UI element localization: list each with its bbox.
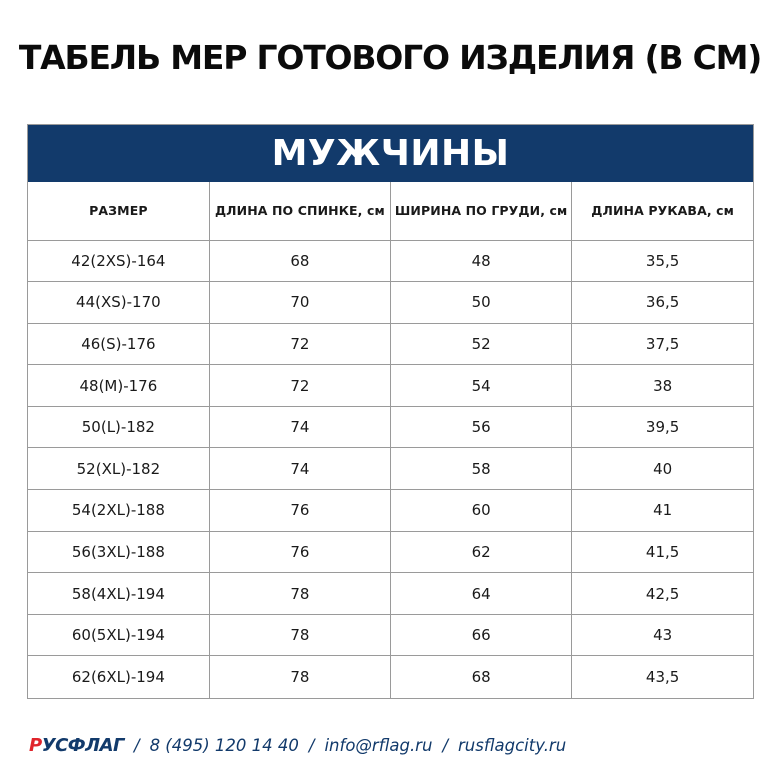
- table-body: [28, 240, 753, 698]
- cell-sleeve-length: 35,5: [572, 240, 753, 282]
- table-row: [28, 614, 753, 656]
- table-row: [28, 573, 753, 615]
- brand-logo: [29, 735, 124, 756]
- email-link[interactable]: info@rflag.ru: [324, 735, 433, 755]
- cell-size: 54(2XL)-188: [28, 490, 209, 532]
- cell-sleeve-length: 41: [572, 490, 753, 532]
- logo-text: УСФЛАГ: [41, 734, 124, 756]
- separator: /: [134, 735, 140, 755]
- cell-chest-width: 48: [391, 240, 572, 282]
- cell-sleeve-length: 40: [572, 448, 753, 490]
- cell-back-length: 70: [209, 282, 390, 324]
- cell-back-length: 78: [209, 573, 390, 615]
- cell-sleeve-length: 42,5: [572, 573, 753, 615]
- cell-chest-width: 54: [391, 365, 572, 407]
- cell-chest-width: 66: [391, 614, 572, 656]
- cell-back-length: 72: [209, 365, 390, 407]
- section-header-men: МУЖЧИНЫ: [28, 125, 753, 182]
- table-row: [28, 656, 753, 698]
- cell-back-length: 76: [209, 531, 390, 573]
- website-link[interactable]: rusflagcity.ru: [458, 735, 567, 755]
- cell-back-length: 76: [209, 490, 390, 532]
- table-row: [28, 323, 753, 365]
- cell-size: 46(S)-176: [28, 323, 209, 365]
- cell-sleeve-length: 38: [572, 365, 753, 407]
- cell-back-length: 78: [209, 656, 390, 698]
- table-row: [28, 365, 753, 407]
- page-title: ТАБЕЛЬ МЕР ГОТОВОГО ИЗДЕЛИЯ (В СМ): [18, 38, 762, 77]
- table-row: [28, 406, 753, 448]
- cell-back-length: 72: [209, 323, 390, 365]
- size-table: [28, 182, 753, 698]
- cell-chest-width: 52: [391, 323, 572, 365]
- phone-number[interactable]: 8 (495) 120 14 40: [149, 735, 299, 755]
- cell-back-length: 74: [209, 406, 390, 448]
- cell-size: 58(4XL)-194: [28, 573, 209, 615]
- table-header-row: [28, 182, 753, 240]
- cell-chest-width: 56: [391, 406, 572, 448]
- cell-chest-width: 68: [391, 656, 572, 698]
- table-row: [28, 448, 753, 490]
- table-row: [28, 240, 753, 282]
- cell-size: 52(XL)-182: [28, 448, 209, 490]
- column-header-back-length: ДЛИНА ПО СПИНКЕ, см: [209, 182, 390, 240]
- cell-size: 44(XS)-170: [28, 282, 209, 324]
- cell-sleeve-length: 37,5: [572, 323, 753, 365]
- logo-mark: Р: [29, 734, 42, 756]
- cell-sleeve-length: 41,5: [572, 531, 753, 573]
- table-row: [28, 531, 753, 573]
- cell-sleeve-length: 43: [572, 614, 753, 656]
- cell-chest-width: 60: [391, 490, 572, 532]
- cell-back-length: 68: [209, 240, 390, 282]
- cell-sleeve-length: 36,5: [572, 282, 753, 324]
- cell-sleeve-length: 43,5: [572, 656, 753, 698]
- table-row: [28, 490, 753, 532]
- cell-sleeve-length: 39,5: [572, 406, 753, 448]
- separator: /: [442, 735, 448, 755]
- column-header-chest-width: ШИРИНА ПО ГРУДИ, см: [391, 182, 572, 240]
- cell-chest-width: 50: [391, 282, 572, 324]
- cell-chest-width: 64: [391, 573, 572, 615]
- cell-size: 48(M)-176: [28, 365, 209, 407]
- size-chart: [27, 124, 754, 699]
- cell-chest-width: 62: [391, 531, 572, 573]
- table-row: [28, 282, 753, 324]
- column-header-sleeve-length: ДЛИНА РУКАВА, см: [572, 182, 753, 240]
- cell-size: 62(6XL)-194: [28, 656, 209, 698]
- column-header-size: РАЗМЕР: [28, 182, 209, 240]
- cell-size: 50(L)-182: [28, 406, 209, 448]
- cell-size: 56(3XL)-188: [28, 531, 209, 573]
- separator: /: [308, 735, 315, 755]
- cell-size: 42(2XS)-164: [28, 240, 209, 282]
- footer: [29, 733, 566, 757]
- cell-size: 60(5XL)-194: [28, 614, 209, 656]
- cell-back-length: 78: [209, 614, 390, 656]
- cell-back-length: 74: [209, 448, 390, 490]
- cell-chest-width: 58: [391, 448, 572, 490]
